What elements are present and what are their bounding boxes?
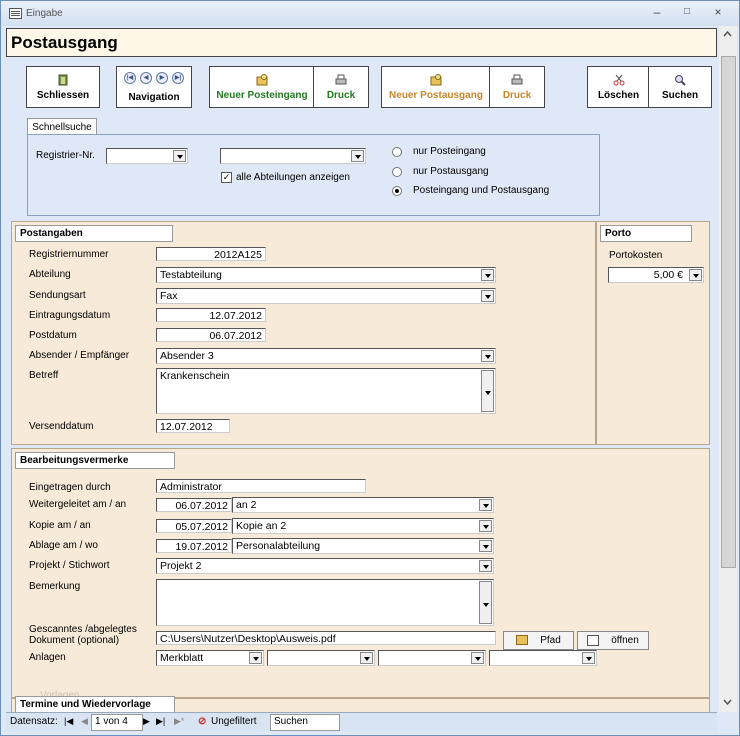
new-outgoing-button[interactable]: Neuer Postausgang (381, 66, 491, 108)
entered-by-field[interactable]: Administrator (156, 479, 366, 493)
minimize-button[interactable]: – (653, 5, 661, 19)
postage-label: Portokosten (609, 250, 663, 261)
forwarded-to-value: an 2 (236, 499, 257, 511)
forwarded-label: Weitergeleitet am / an (29, 499, 127, 510)
filing-label: Ablage am / wo (29, 540, 98, 551)
send-date-field[interactable]: 12.07.2012 (156, 419, 230, 433)
send-date-label: Versenddatum (29, 421, 94, 432)
chevron-down-icon[interactable] (481, 290, 494, 302)
regnr-field[interactable]: 2012A125 (156, 247, 266, 261)
post-date-label: Postdatum (29, 330, 77, 341)
print-outgoing-button[interactable]: Druck (489, 66, 545, 108)
termine-section (11, 698, 710, 712)
chevron-down-icon[interactable] (481, 269, 494, 281)
postangaben-section (11, 221, 596, 445)
copy-to-select[interactable] (232, 518, 494, 534)
search-button[interactable]: Suchen (648, 66, 712, 108)
copy-date-field[interactable]: 05.07.2012 (156, 519, 232, 533)
subject-value: Krankenschein (160, 370, 230, 382)
forwarded-date-field[interactable]: 06.07.2012 (156, 498, 232, 512)
next-record-icon[interactable]: ▶ (156, 72, 168, 84)
remark-textarea[interactable] (156, 579, 494, 626)
chevron-down-icon[interactable] (479, 520, 492, 532)
entry-date-label: Eintragungsdatum (29, 310, 111, 321)
new-incoming-button[interactable]: Neuer Posteingang (209, 66, 315, 108)
chevron-down-icon[interactable] (481, 350, 494, 362)
bearbeitung-section (11, 448, 710, 698)
path-button-label: Pfad (540, 635, 561, 646)
scrollbar-thumb[interactable] (721, 56, 736, 568)
radio-incoming-label: nur Posteingang (413, 146, 486, 157)
search-icon (674, 74, 686, 86)
form-body (6, 26, 717, 712)
sender-recipient-value: Absender 3 (160, 350, 214, 362)
porto-title: Porto (600, 225, 692, 242)
record-position-field[interactable]: 1 von 4 (91, 714, 143, 731)
filing-date-field[interactable]: 19.07.2012 (156, 539, 232, 553)
path-button[interactable] (503, 631, 574, 650)
first-record-icon[interactable]: |◀ (124, 72, 136, 84)
entry-date-field[interactable]: 12.07.2012 (156, 308, 266, 322)
form-header (6, 28, 717, 57)
sender-recipient-label: Absender / Empfänger (29, 350, 130, 361)
previous-record-icon[interactable]: ◀ (140, 72, 152, 84)
chevron-down-icon[interactable] (479, 540, 492, 552)
attachment-select-4[interactable] (489, 650, 597, 666)
attachment-select-1[interactable] (156, 650, 264, 666)
porto-section (596, 221, 710, 445)
record-navigation-bar (6, 712, 717, 731)
filter-icon: ⊘ (198, 716, 207, 727)
title-bar (1, 1, 739, 26)
sender-recipient-select[interactable] (156, 348, 496, 364)
record-search-field[interactable]: Suchen (270, 714, 340, 731)
navigation-button-group: |◀ ◀ ▶ ▶| Navigation (116, 66, 192, 108)
attachments-label: Anlagen (29, 652, 66, 663)
vertical-scrollbar[interactable] (719, 26, 737, 712)
subject-textarea[interactable] (156, 368, 496, 414)
chevron-down-icon[interactable] (249, 652, 262, 664)
post-date-field[interactable]: 06.07.2012 (156, 328, 266, 342)
tab-schnellsuche[interactable]: Schnellsuche (27, 118, 97, 136)
radio-incoming-and-outgoing[interactable] (392, 186, 402, 196)
last-record-icon[interactable]: ▶| (156, 716, 166, 726)
chevron-down-icon[interactable] (689, 269, 702, 281)
entered-by-label: Eingetragen durch (29, 482, 111, 493)
print-incoming-button[interactable]: Druck (313, 66, 369, 108)
forwarded-to-select[interactable] (232, 497, 494, 513)
department-select[interactable] (156, 267, 496, 283)
quick-search-panel (27, 134, 600, 216)
close-window-button[interactable]: × (714, 5, 722, 19)
all-departments-checkbox[interactable]: ✓ (222, 172, 231, 182)
department-value: Testabteilung (160, 269, 222, 281)
project-select[interactable] (156, 558, 494, 574)
bearbeitung-title: Bearbeitungsvermerke (15, 452, 175, 469)
open-button[interactable] (577, 631, 649, 650)
scanned-document-label: Gescanntes /abgelegtes Dokument (optional) (29, 624, 137, 646)
radio-both-label: Posteingang und Postausgang (413, 185, 550, 196)
registration-number-select[interactable] (106, 148, 188, 164)
remark-label: Bemerkung (29, 581, 81, 592)
window-icon (587, 635, 599, 646)
first-record-icon[interactable]: |◀ (64, 716, 74, 726)
new-document-icon (430, 74, 442, 86)
chevron-down-icon[interactable] (471, 652, 484, 664)
postage-value: 5,00 € (653, 269, 683, 281)
printer-icon (511, 74, 523, 86)
postage-select[interactable] (608, 267, 704, 283)
maximize-button[interactable]: □ (683, 6, 691, 17)
record-search-select[interactable] (220, 148, 366, 164)
form-title: Postausgang (11, 33, 118, 52)
scissors-icon (613, 74, 625, 86)
attachment-select-2[interactable] (267, 650, 375, 666)
department-label: Abteilung (29, 269, 71, 280)
scroll-up-icon[interactable] (721, 28, 734, 40)
copy-label: Kopie am / an (29, 520, 91, 531)
last-record-icon[interactable]: ▶| (172, 72, 184, 84)
registration-number-label: Registrier-Nr. (36, 150, 95, 161)
shipping-type-label: Sendungsart (29, 290, 86, 301)
delete-button[interactable]: Löschen (587, 66, 650, 108)
open-button-label: öffnen (611, 635, 639, 646)
project-value: Projekt 2 (160, 560, 202, 572)
record-label: Datensatz: (10, 716, 58, 727)
regnr-label: Registriernummer (29, 249, 109, 260)
document-path-field[interactable]: C:\Users\Nutzer\Desktop\Ausweis.pdf (156, 631, 496, 645)
folder-icon (516, 635, 528, 645)
attachment-value: Merkblatt (160, 652, 204, 664)
project-label: Projekt / Stichwort (29, 560, 110, 571)
close-form-button[interactable]: Schliessen (26, 66, 100, 108)
exit-door-icon (57, 74, 69, 86)
chevron-down-icon[interactable] (351, 150, 364, 162)
filing-location-value: Personalabteilung (236, 540, 321, 552)
radio-incoming-only[interactable] (392, 147, 402, 157)
navigation-arrows (117, 71, 191, 84)
printer-icon (335, 74, 347, 86)
termine-title: Termine und Wiedervorlage (15, 696, 175, 712)
subject-label: Betreff (29, 370, 59, 381)
chevron-down-icon[interactable] (582, 652, 595, 664)
shipping-type-value: Fax (160, 290, 178, 302)
chevron-down-icon[interactable] (360, 652, 373, 664)
previous-record-icon[interactable]: ◀ (81, 716, 88, 726)
shipping-type-select[interactable] (156, 288, 496, 304)
filter-status[interactable]: Ungefiltert (211, 716, 257, 727)
new-record-icon[interactable]: ▶* (174, 716, 185, 726)
new-document-icon (256, 74, 268, 86)
scroll-down-icon[interactable] (479, 581, 492, 624)
filing-location-select[interactable] (232, 538, 494, 554)
scroll-down-icon[interactable] (481, 370, 494, 412)
next-record-icon[interactable]: ▶ (143, 716, 150, 726)
chevron-down-icon[interactable] (479, 499, 492, 511)
all-departments-label: alle Abteilungen anzeigen (236, 172, 350, 183)
copy-to-value: Kopie an 2 (236, 520, 287, 532)
scroll-down-icon[interactable] (721, 696, 734, 708)
form-icon (9, 8, 22, 19)
attachment-select-3[interactable] (378, 650, 486, 666)
chevron-down-icon[interactable] (173, 150, 186, 162)
radio-outgoing-only[interactable] (392, 167, 402, 177)
postangaben-title: Postangaben (15, 225, 173, 242)
chevron-down-icon[interactable] (479, 560, 492, 572)
window-title: Eingabe (26, 8, 63, 19)
radio-outgoing-label: nur Postausgang (413, 166, 489, 177)
